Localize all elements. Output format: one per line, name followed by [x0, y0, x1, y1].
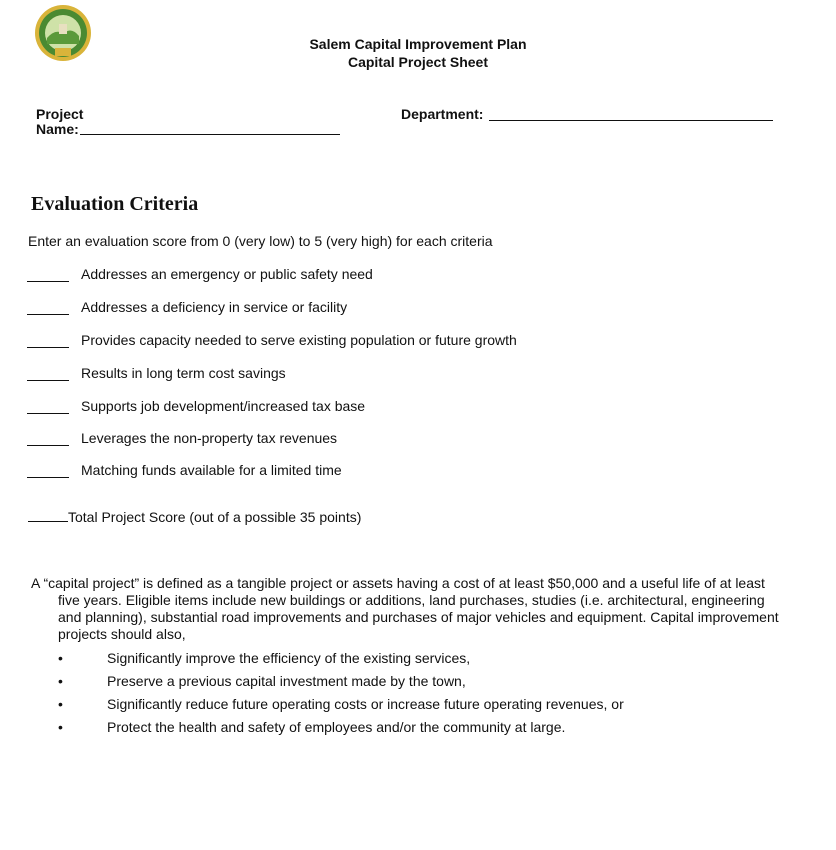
bullet-item: Preserve a previous capital investment made by the town, — [107, 673, 466, 689]
criteria-score-blank[interactable] — [27, 281, 69, 282]
criteria-score-blank[interactable] — [27, 445, 69, 446]
criteria-score-blank[interactable] — [27, 314, 69, 315]
project-name-label-line2: Name: — [36, 121, 79, 137]
project-name-label-line1: Project — [36, 106, 84, 122]
bullet-dot: • — [58, 696, 63, 712]
bullet-item: Protect the health and safety of employees and/or the community at large. — [107, 719, 566, 735]
project-name-field[interactable] — [80, 134, 340, 135]
total-score-blank[interactable] — [28, 521, 68, 522]
criteria-score-blank[interactable] — [27, 477, 69, 478]
capital-project-definition: A “capital project” is defined as a tangible project or assets having a cost of at least $50,000 and a useful life of at least five years. Eligible items include new buildings or additions, land purchases, studies (i.e. architectural, engineering and planning), substantial road improvements and purchases of major vehicles and equipment. Capital improvement projects should also, — [31, 575, 779, 642]
bullet-dot: • — [58, 719, 63, 735]
department-field[interactable] — [489, 120, 773, 121]
evaluation-heading: Evaluation Criteria — [31, 193, 199, 215]
criteria-label: Results in long term cost savings — [81, 365, 286, 381]
bullet-dot: • — [58, 673, 63, 689]
document-title: Salem Capital Improvement Plan — [309, 36, 527, 52]
criteria-label: Addresses an emergency or public safety need — [81, 266, 373, 282]
total-score-label: Total Project Score (out of a possible 35 points) — [68, 509, 362, 525]
bullet-item: Significantly reduce future operating costs or increase future operating revenues, or — [107, 696, 624, 712]
criteria-label: Addresses a deficiency in service or facility — [81, 299, 348, 315]
criteria-label: Supports job development/increased tax base — [81, 398, 366, 414]
total-score-row — [28, 509, 361, 525]
criteria-score-blank[interactable] — [27, 347, 69, 348]
document-subtitle: Capital Project Sheet — [347, 54, 489, 70]
criteria-label: Leverages the non-property tax revenues — [81, 430, 338, 446]
bullet-dot: • — [58, 650, 63, 666]
criteria-label: Provides capacity needed to serve existing population or future growth — [81, 332, 517, 348]
criteria-label: Matching funds available for a limited time — [81, 462, 342, 478]
criteria-score-blank[interactable] — [27, 413, 69, 414]
evaluation-instructions: Enter an evaluation score from 0 (very low) to 5 (very high) for each criteria — [28, 233, 493, 249]
department-label: Department: — [401, 106, 484, 122]
bullet-item: Significantly improve the efficiency of the existing services, — [107, 650, 471, 666]
criteria-score-blank[interactable] — [27, 380, 69, 381]
